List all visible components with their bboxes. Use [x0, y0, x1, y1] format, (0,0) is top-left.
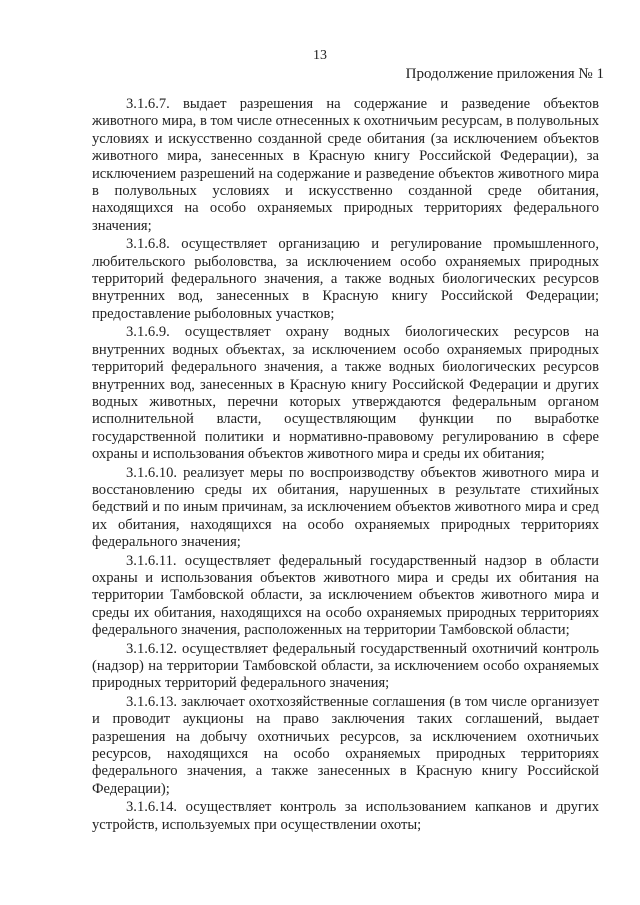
appendix-continuation-note: Продолжение приложения № 1: [405, 66, 604, 82]
paragraph-3-1-6-9: 3.1.6.9. осуществляет охрану водных биологических ресурсов на внутренних водных объектах, за исключением особо охраняемых природных территорий федерального значения, а также водных биологических ресурсов внутренних вод, занесенных в Красную книгу Российской Федерации и других водных животных, перечни которых утверждаются федеральным органом исполнительной власти, осуществляющим функции по выработке государственной политики и нормативно-правовому регулированию в сфере охраны и использования объектов животного мира и среды их обитания;: [92, 324, 599, 463]
page-number: 13: [313, 48, 327, 63]
document-body: [92, 96, 599, 835]
paragraph-3-1-6-13: 3.1.6.13. заключает охотхозяйственные соглашения (в том числе организует и проводит аукционы на право заключения таких соглашений, выдает разрешения на добычу охотничьих ресурсов, за исключением охотничьих ресурсов, находящихся на особо охраняемых природных территориях федерального значения, а также занесенных в Красную книгу Российской Федерации);: [92, 693, 599, 797]
paragraph-3-1-6-11: 3.1.6.11. осуществляет федеральный государственный надзор в области охраны и использования объектов животного мира и среды их обитания на территории Тамбовской области, за исключением объектов животного мира и среды их обитания, находящихся на особо охраняемых природных территориях федерального значения, расположенных на территории Тамбовской области;: [92, 552, 599, 639]
paragraph-3-1-6-10: 3.1.6.10. реализует меры по воспроизводству объектов животного мира и восстановлению среды их обитания, нарушенных в результате стихийных бедствий и по иным причинам, за исключением объектов животного мира и сред их обитания, находящихся на особо охраняемых природных территориях федерального значения;: [92, 464, 599, 551]
paragraph-3-1-6-12: 3.1.6.12. осуществляет федеральный государственный охотничий контроль (надзор) на территории Тамбовской области, за исключением особо охраняемых природных территорий федерального значения;: [92, 640, 599, 692]
paragraph-3-1-6-8: 3.1.6.8. осуществляет организацию и регулирование промышленного, любительского рыболовства, за исключением особо охраняемых природных территорий федерального значения, а также водных биологических ресурсов внутренних вод, занесенных в Красную книгу Российской Федерации; предоставление рыболовных участков;: [92, 236, 599, 322]
paragraph-3-1-6-7: 3.1.6.7. выдает разрешения на содержание и разведение объектов животного мира, в том числе отнесенных к охотничьим ресурсам, в полувольных условиях и искусственно созданной среде обитания (за исключением объектов животного мира, занесенных в Красную книгу Российской Федерации), за исключением разрешений на содержание и разведение объектов животного мира в полувольных условиях и искусственно созданной среде обитания, находящихся на особо охраняемых природных территориях федерального значения;: [92, 96, 599, 234]
paragraph-3-1-6-14: 3.1.6.14. осуществляет контроль за использованием капканов и других устройств, используемых при осуществлении охоты;: [92, 799, 599, 833]
